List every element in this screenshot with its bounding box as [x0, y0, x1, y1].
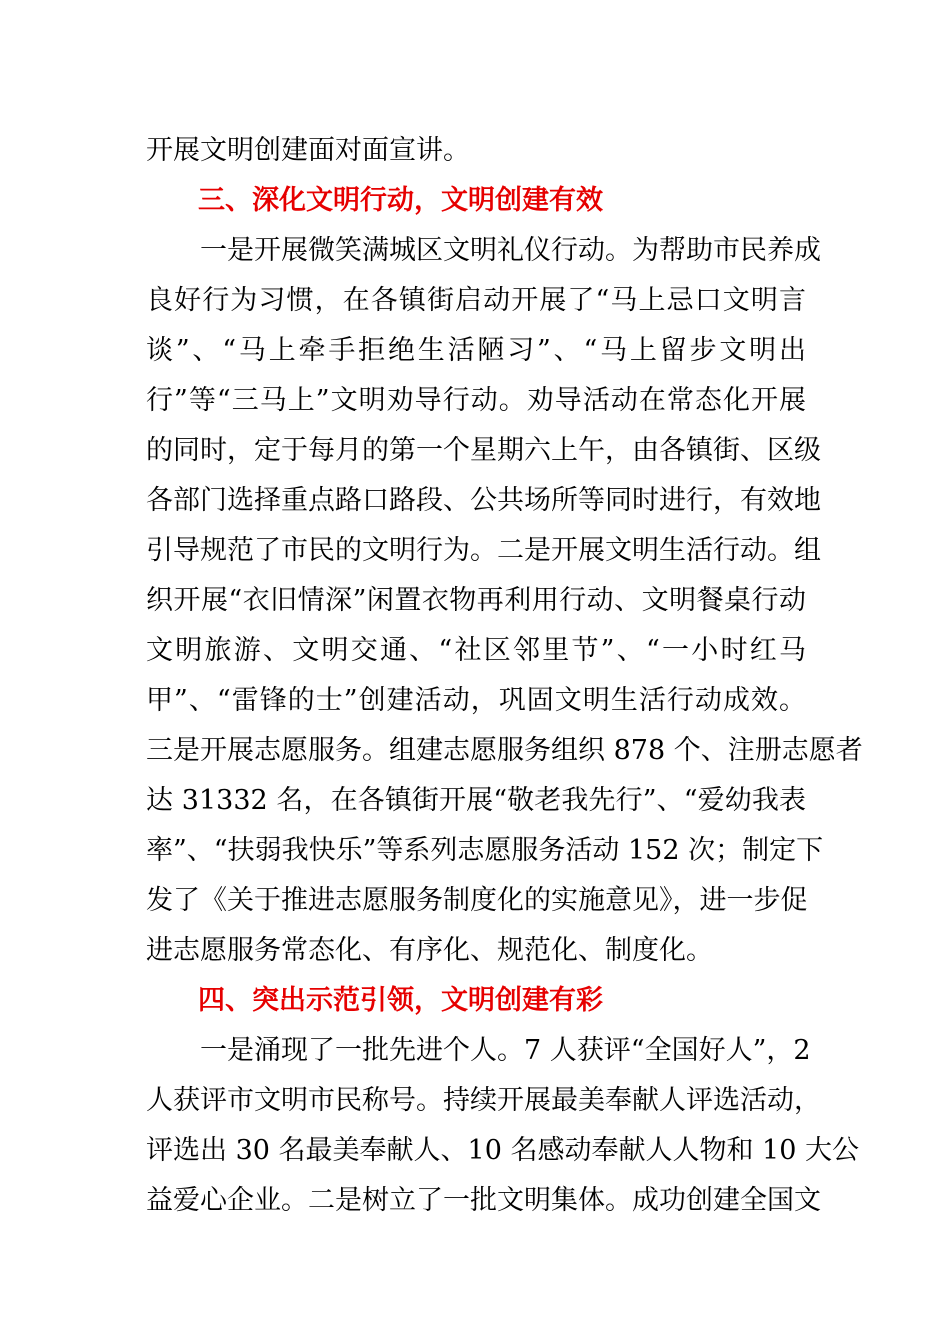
paragraph-line: 引导规范了市民的文明行为。二是开展文明生活行动。组: [146, 535, 821, 566]
paragraph-line: 各部门选择重点路口路段、公共场所等同时进行，有效地: [146, 485, 821, 516]
paragraph-line: 评选出 30 名最美奉献人、10 名感动奉献人人物和 10 大公: [146, 1135, 859, 1166]
paragraph-line: 人获评市文明市民称号。持续开展最美奉献人评选活动，: [146, 1085, 821, 1116]
paragraph-line: 一是涌现了一批先进个人。7 人获评“全国好人”，2: [200, 1035, 811, 1066]
paragraph-line: 的同时，定于每月的第一个星期六上午，由各镇街、区级: [146, 435, 821, 466]
paragraph-line: 益爱心企业。二是树立了一批文明集体。成功创建全国文: [146, 1185, 821, 1216]
paragraph-line: 行”等“三马上”文明劝导行动。劝导活动在常态化开展: [146, 385, 806, 416]
section-heading-4: 四、突出示范引领，文明创建有彩: [198, 985, 603, 1016]
paragraph-line: 达 31332 名，在各镇街开展“敬老我先行”、“爱幼我表: [146, 785, 806, 816]
paragraph-line: 率”、“扶弱我快乐”等系列志愿服务活动 152 次；制定下: [146, 835, 824, 866]
paragraph-line: 发了《关于推进志愿服务制度化的实施意见》，进一步促: [146, 885, 808, 916]
paragraph-line: 文明旅游、文明交通、“社区邻里节”、“一小时红马: [146, 635, 806, 666]
paragraph-line: 开展文明创建面对面宣讲。: [146, 135, 470, 166]
paragraph-line: 进志愿服务常态化、有序化、规范化、制度化。: [146, 935, 713, 966]
paragraph-line: 一是开展微笑满城区文明礼仪行动。为帮助市民养成: [200, 235, 821, 266]
paragraph-line: 织开展“衣旧情深”闲置衣物再利用行动、文明餐桌行动: [146, 585, 806, 616]
paragraph-line: 谈”、“马上牵手拒绝生活陋习”、“马上留步文明出: [146, 335, 806, 366]
paragraph-line: 甲”、“雷锋的士”创建活动，巩固文明生活行动成效。: [146, 685, 806, 716]
paragraph-line: 三是开展志愿服务。组建志愿服务组织 878 个、注册志愿者: [146, 735, 863, 766]
paragraph-line: 良好行为习惯，在各镇街启动开展了“马上忌口文明言: [146, 285, 806, 316]
section-heading-3: 三、深化文明行动，文明创建有效: [198, 185, 603, 216]
